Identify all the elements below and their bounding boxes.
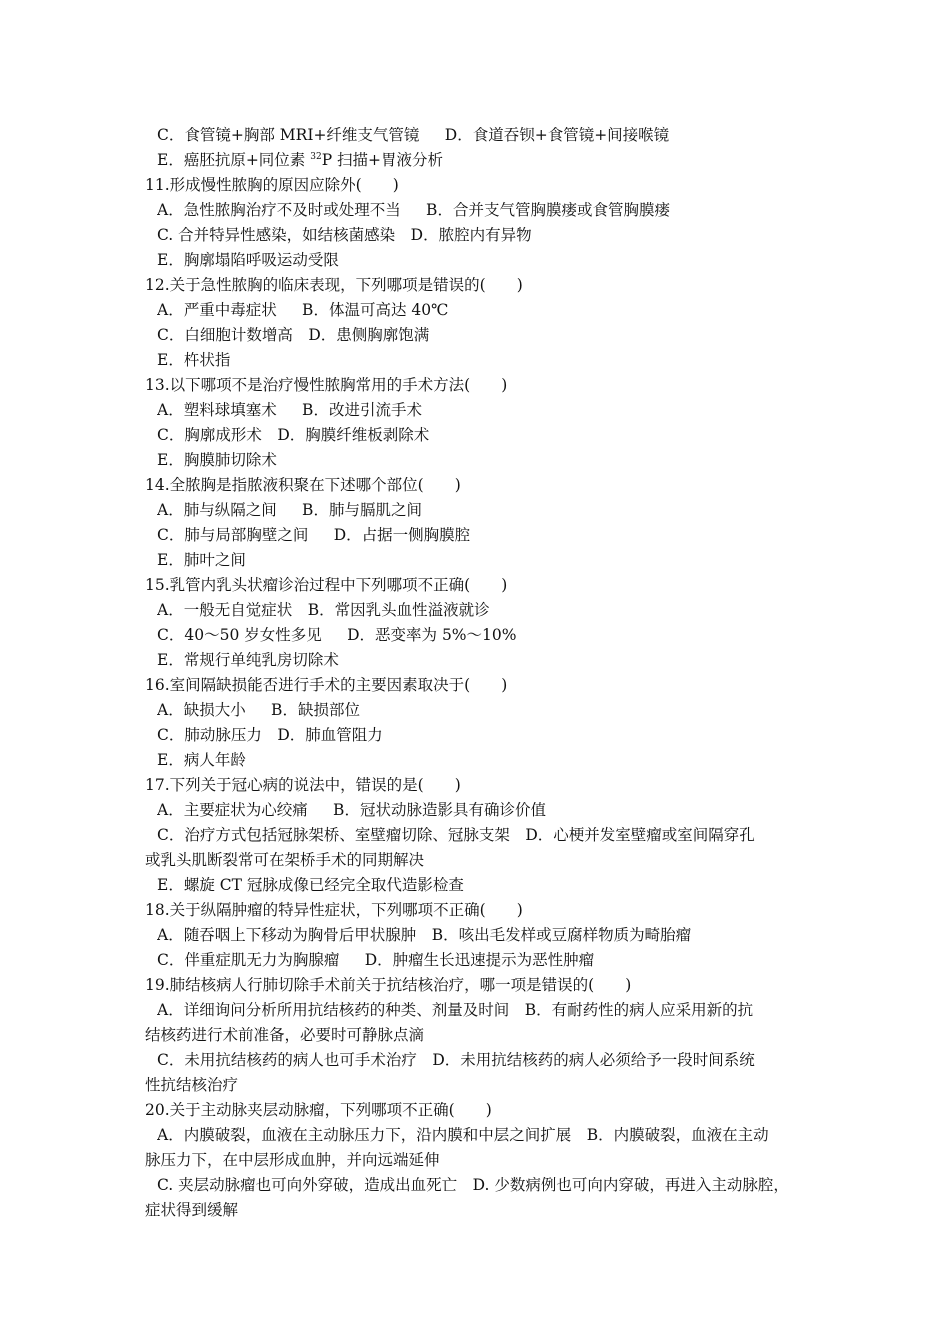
text-line: A．肺与纵隔之间 B．肺与膈肌之间	[157, 501, 422, 519]
text-line: 13.以下哪项不是治疗慢性脓胸常用的手术方法( )	[145, 376, 508, 394]
text-segment: P 扫描+胃液分析	[321, 151, 444, 169]
text-line: C. 合并特异性感染，如结核菌感染 D．脓腔内有异物	[157, 226, 532, 244]
text-line: E．杵状指	[157, 351, 231, 369]
text-line: 17.下列关于冠心病的说法中，错误的是( )	[145, 776, 461, 794]
text-line: 12.关于急性脓胸的临床表现，下列哪项是错误的( )	[145, 276, 523, 294]
text-segment: E．癌胚抗原+同位素	[157, 151, 311, 169]
text-line: 症状得到缓解	[145, 1201, 239, 1219]
text-line: A．急性脓胸治疗不及时或处理不当 B．合并支气管胸膜瘘或食管胸膜瘘	[157, 201, 670, 219]
superscript: 32	[310, 152, 322, 162]
text-line: C．食管镜+胸部 MRI+纤维支气管镜 D．食道吞钡+食管镜+间接喉镜	[157, 126, 670, 144]
text-line: A．主要症状为心绞痛 B．冠状动脉造影具有确诊价值	[157, 801, 546, 819]
text-line: A．缺损大小 B．缺损部位	[157, 701, 360, 719]
text-line: C．胸廓成形术 D．胸膜纤维板剥除术	[157, 426, 430, 444]
text-line: 结核药进行术前准备，必要时可静脉点滴	[145, 1026, 425, 1044]
text-line: C．治疗方式包括冠脉架桥、室壁瘤切除、冠脉支架 D．心梗并发室壁瘤或室间隔穿孔	[157, 826, 755, 844]
text-line: A．随吞咽上下移动为胸骨后甲状腺肿 B．咳出毛发样或豆腐样物质为畸胎瘤	[157, 926, 692, 944]
text-line: A．内膜破裂，血液在主动脉压力下，沿内膜和中层之间扩展 B．内膜破裂，血液在主动	[157, 1126, 769, 1144]
text-line: C．伴重症肌无力为胸腺瘤 D．肿瘤生长迅速提示为恶性肿瘤	[157, 951, 595, 969]
text-line: 11.形成慢性脓胸的原因应除外( )	[145, 176, 399, 194]
text-line: A．塑料球填塞术 B．改进引流手术	[157, 401, 422, 419]
text-line: E．常规行单纯乳房切除术	[157, 651, 339, 669]
text-line: C．白细胞计数增高 D．患侧胸廓饱满	[157, 326, 430, 344]
text-line: C. 夹层动脉瘤也可向外穿破，造成出血死亡 D. 少数病例也可向内穿破，再进入主动脉腔，	[157, 1176, 789, 1194]
text-line: E．病人年龄	[157, 751, 246, 769]
text-line: E．胸膜肺切除术	[157, 451, 277, 469]
text-line: 19.肺结核病人行肺切除手术前关于抗结核治疗，哪一项是错误的( )	[145, 976, 632, 994]
text-line: 18.关于纵隔肿瘤的特异性症状，下列哪项不正确( )	[145, 901, 523, 919]
text-line	[157, 148, 827, 173]
text-line: 20.关于主动脉夹层动脉瘤，下列哪项不正确( )	[145, 1101, 492, 1119]
text-line: A．严重中毒症状 B．体温可高达 40℃	[157, 301, 449, 319]
text-line: 性抗结核治疗	[145, 1076, 239, 1094]
text-line: A．一般无自觉症状 B．常因乳头血性溢液就诊	[157, 601, 490, 619]
text-line: C．肺与局部胸壁之间 D．占据一侧胸膜腔	[157, 526, 471, 544]
text-line: A．详细询问分析所用抗结核药的种类、剂量及时间 B．有耐药性的病人应采用新的抗	[157, 1001, 754, 1019]
text-line: 或乳头肌断裂常可在架桥手术的同期解决	[145, 851, 425, 869]
text-line: E．胸廓塌陷呼吸运动受限	[157, 251, 339, 269]
text-line: 14.全脓胸是指脓液积聚在下述哪个部位( )	[145, 476, 461, 494]
text-line: 16.室间隔缺损能否进行手术的主要因素取决于( )	[145, 676, 508, 694]
text-line: 脉压力下，在中层形成血肿，并向远端延伸	[145, 1151, 440, 1169]
text-line: 15.乳管内乳头状瘤诊治过程中下列哪项不正确( )	[145, 576, 508, 594]
text-line: E．螺旋 CT 冠脉成像已经完全取代造影检查	[157, 876, 464, 894]
text-line: C．肺动脉压力 D．肺血管阻力	[157, 726, 383, 744]
text-line: C．40～50 岁女性多见 D．恶变率为 5%～10%	[157, 626, 517, 644]
text-line: E．肺叶之间	[157, 551, 246, 569]
text-line: C．未用抗结核药的病人也可手术治疗 D．未用抗结核药的病人必须给予一段时间系统	[157, 1051, 755, 1069]
